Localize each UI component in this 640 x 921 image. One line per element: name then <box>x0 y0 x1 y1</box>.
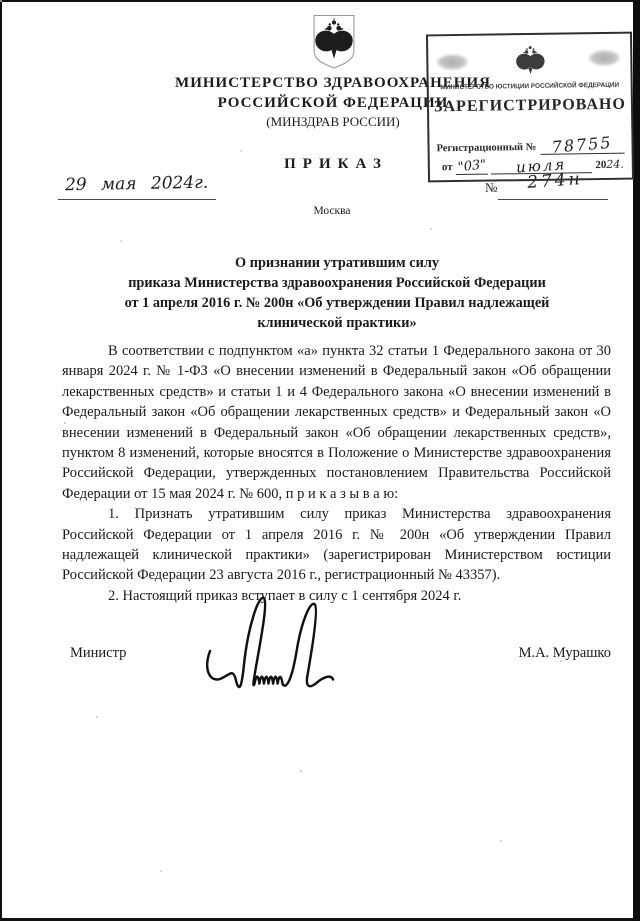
stamp-reg-number-line <box>540 133 625 155</box>
order-title <box>64 253 610 333</box>
registration-stamp <box>426 32 634 183</box>
body-paragraph-item2: 2. Настоящий приказ вступает в силу с 1 сентября 2024 г. <box>108 587 462 604</box>
order-number-handwritten: 274н <box>526 169 584 193</box>
stamp-ornament-left <box>436 54 468 70</box>
stamp-date-row <box>442 154 624 176</box>
order-title-line3: от 1 апреля 2016 г. № 200н «Об утверждении Правил надлежащей <box>124 295 550 311</box>
stamp-date-day: "03" <box>456 157 487 176</box>
order-date-field <box>58 174 216 194</box>
stamp-double-headed-eagle-icon <box>512 43 549 81</box>
signatory-post: Министр <box>70 645 127 661</box>
stamp-registered-label: ЗАРЕГИСТРИРОВАНО <box>433 95 626 116</box>
ministry-name-line2: РОССИЙСКОЙ ФЕДЕРАЦИИ <box>217 94 449 111</box>
scan-noise <box>0 0 1 1</box>
stamp-reg-number-label: Регистрационный № <box>436 141 537 155</box>
order-number-sign: № <box>485 180 498 195</box>
body-paragraph-preamble: В соответствии с подпунктом «а» пункта 32 статьи 1 Федерального закона от 30 января 2024 г. № 1-ФЗ «О внесении изменений в Федеральный закон «Об обращении лекарственных средств» и статьи 1 и 4 Федерального закона «О внесении изменений в Федеральный закон «Об обращении лекарственных средств» и Федеральный закон «О внесении изменений в Федеральный закон «Об обращении лекарственных средств», пунктом 8 изменений, которые вносятся в Положение о Министерстве здравоохранения Российской Федерации, утвержденных постановлением Правительства Российской Федерации от 15 мая 2024 г. № 600, п р и к а з ы в а ю: <box>62 343 611 502</box>
order-number-underline <box>498 199 608 200</box>
order-date-underline <box>58 199 216 200</box>
ministry-short-name: (МИНЗДРАВ РОССИИ) <box>266 114 400 129</box>
ministry-name-line1: МИНИСТЕРСТВО ЗДРАВООХРАНЕНИЯ <box>175 75 491 91</box>
stamp-date-month: июля <box>515 155 568 177</box>
issue-city: Москва <box>313 205 351 217</box>
stamp-date-month-line <box>491 154 591 177</box>
scan-edge-top <box>0 0 640 2</box>
stamp-ornament-right <box>588 50 620 66</box>
order-title-line2: приказа Министерства здравоохранения Российской Федерации <box>128 275 546 291</box>
order-title-line1: О признании утратившим силу <box>235 255 439 271</box>
stamp-date-year-handwritten: 24. <box>606 157 624 171</box>
signatory-name: М.А. Мурашко <box>518 645 611 661</box>
stamp-date-year <box>595 158 624 173</box>
stamp-registration-row <box>436 133 624 157</box>
order-body <box>62 341 611 606</box>
order-date-handwritten: 29 мая 2024г. <box>65 172 209 196</box>
russia-coat-of-arms-icon <box>310 14 358 70</box>
stamp-date-day-line <box>455 159 488 175</box>
stamp-date-prefix: от <box>441 161 453 174</box>
scan-edge-left <box>0 0 2 921</box>
handwritten-signature-icon <box>200 588 338 710</box>
stamp-agency-name: МИНИСТЕРСТВО ЮСТИЦИИ РОССИЙСКОЙ ФЕДЕРАЦИИ <box>440 81 620 92</box>
body-paragraph-item1: 1. Признать утратившим силу приказ Министерства здравоохранения Российской Федерации от 1 апреля 2016 г. № 200н «Об утверждении Правил надлежащей клинической практики» (зарегистрирован Министерством юстиции Российской Федерации 23 августа 2016 г., регистрационный № 43357). <box>62 506 611 584</box>
stamp-reg-number-value: 78755 <box>551 132 614 157</box>
document-type-heading: ПРИКАЗ <box>284 156 388 172</box>
scan-edge-right <box>633 0 640 921</box>
stamp-date-year-printed: 20 <box>595 158 607 172</box>
order-title-line4: клинической практики» <box>257 315 417 331</box>
